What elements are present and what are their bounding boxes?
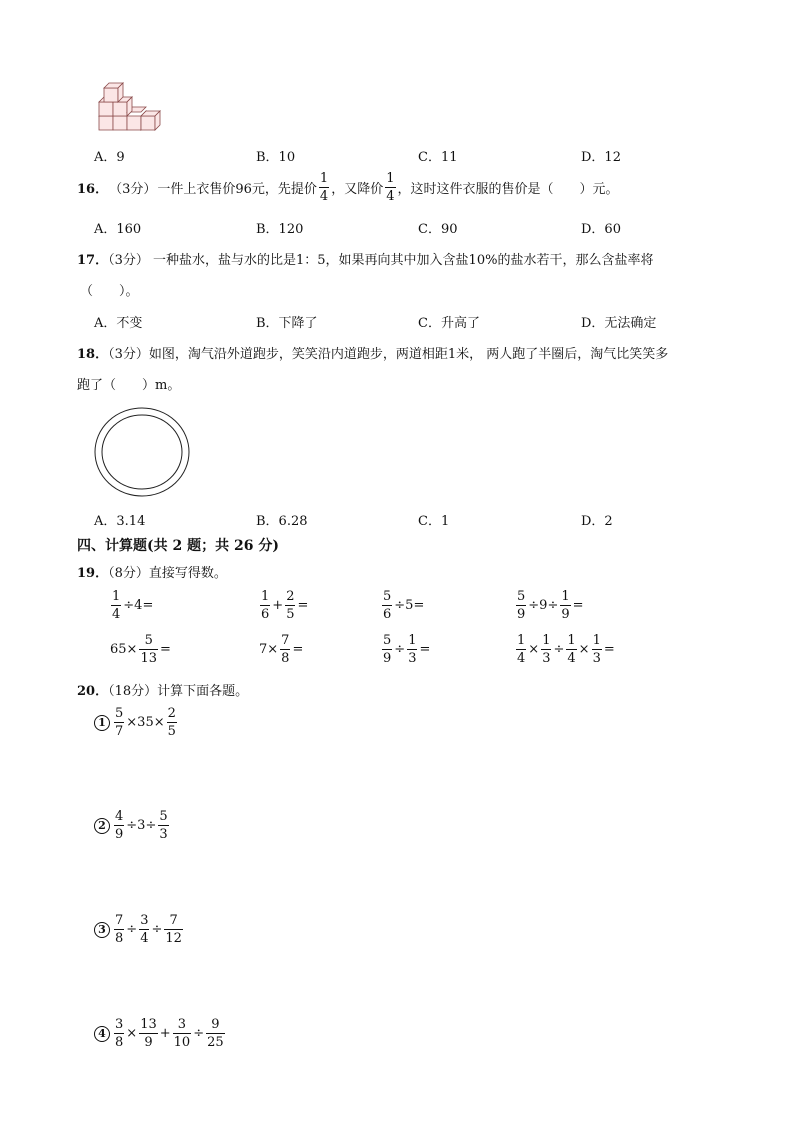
q18-option-a: A．3.14 [94, 514, 146, 529]
q18-number: 18． [77, 347, 109, 362]
q20-problem-4: 4 $\frac{3}{8}$ × $\frac{13}{9}$ + $\frac{3}{10}$ ÷ $\frac{9}{25}$ [94, 1018, 226, 1049]
circled-number-1: 1 [94, 715, 110, 731]
q19-text: 直接写得数。 [148, 566, 227, 581]
q19-score: （8分） [108, 566, 149, 581]
q19-expr-r1c3: $\frac{5}{6}$ ÷5= [383, 589, 425, 622]
q20-problem-3: 3 $\frac{7}{8}$ ÷ $\frac{3}{4}$ ÷ $\frac{7}{12}$ [94, 914, 184, 945]
q15-option-a: A．9 [94, 150, 125, 165]
q18-text-2: 跑了（ ）m。 [77, 378, 181, 393]
q16-text-2: ，又降价 [331, 182, 384, 197]
q18-option-b: B．6.28 [256, 514, 308, 529]
q20-problem-1: 1 $\frac{5}{7}$ ×35× $\frac{2}{5}$ [94, 707, 178, 738]
q17-option-c: C．升高了 [418, 316, 480, 331]
q20-number: 20． [77, 684, 109, 699]
q18-option-c: C．1 [418, 514, 450, 529]
circled-number-2: 2 [94, 818, 110, 834]
q19-expr-r2c4: $\frac{1}{4}$ × $\frac{1}{3}$ ÷ $\frac{1}{4}$ × $\frac{1}{3}$ = [517, 633, 615, 666]
q15-option-b: B．10 [256, 150, 296, 165]
q16-option-b: B．120 [256, 222, 304, 237]
q19-question [77, 562, 227, 581]
q18-option-d: D．2 [581, 514, 613, 529]
q17-score: （3分） [108, 253, 149, 268]
q17-option-b: B．下降了 [256, 316, 318, 331]
q16-number: 16． [77, 182, 109, 197]
q17-number: 17． [77, 253, 109, 268]
q16-text-3: ，这时这件衣服的售价是（ ）元。 [397, 182, 619, 197]
q16-option-c: C．90 [418, 222, 458, 237]
q17-option-a: A．不变 [94, 316, 143, 331]
circled-number-3: 3 [94, 922, 110, 938]
cubes-figure [95, 82, 167, 134]
q16-option-a: A．160 [94, 222, 142, 237]
q20-problem-2: 2 $\frac{4}{9}$ ÷3÷ $\frac{5}{3}$ [94, 810, 170, 841]
q19-expr-r1c2: $\frac{1}{6}$ + $\frac{2}{5}$ = [261, 589, 309, 622]
q19-expr-r1c1: $\frac{1}{4}$ ÷4= [112, 589, 154, 622]
q18-question [77, 343, 668, 362]
q16-score: （3分） [109, 182, 157, 197]
q19-expr-r2c3: $\frac{5}{9}$ ÷ $\frac{1}{3}$ = [383, 633, 431, 666]
q16-fraction-1: $\frac{1}{4}$ [319, 171, 329, 204]
q16-question [77, 172, 619, 203]
q16-option-d: D．60 [581, 222, 621, 237]
q20-text: 计算下面各题。 [157, 684, 249, 699]
q19-expr-r2c2: 7× $\frac{7}{8}$ = [259, 633, 304, 666]
q15-option-d: D．12 [581, 150, 621, 165]
q15-option-c: C．11 [418, 150, 458, 165]
track-figure [92, 406, 192, 498]
q18-score: （3分） [108, 347, 149, 362]
q17-text-2: （ ）。 [80, 284, 139, 299]
q17-text-1: 一种盐水，盐与水的比是1：5，如果再向其中加入含盐10%的盐水若干，那么含盐率将 [148, 253, 654, 268]
circled-number-4: 4 [94, 1026, 110, 1042]
q16-text-1: 一件上衣售价96元，先提价 [157, 182, 317, 197]
q16-fraction-2: $\frac{1}{4}$ [386, 171, 395, 204]
section-4-title: 四、计算题(共 2 题；共 26 分) [77, 538, 279, 554]
q20-score: （18分） [108, 684, 158, 699]
q17-question [77, 249, 653, 268]
q19-expr-r2c1: 65× $\frac{5}{13}$ = [110, 633, 171, 666]
q20-question [77, 680, 248, 699]
q19-expr-r1c4: $\frac{5}{9}$ ÷9÷ $\frac{1}{9}$ = [517, 589, 584, 622]
q17-option-d: D．无法确定 [581, 316, 657, 331]
q18-text-1: 如图，淘气沿外道跑步，笑笑沿内道跑步，两道相距1米， 两人跑了半圈后，淘气比笑笑多 [148, 347, 669, 362]
q19-number: 19． [77, 566, 109, 581]
